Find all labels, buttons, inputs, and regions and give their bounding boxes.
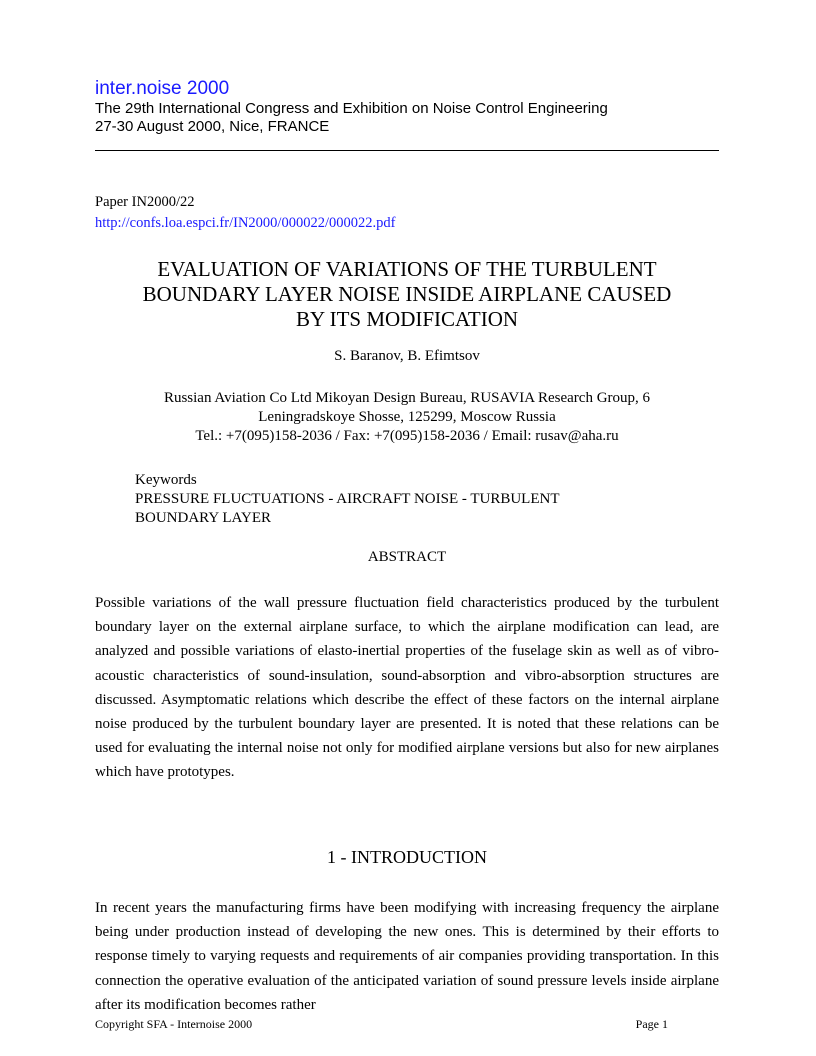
page-footer xyxy=(95,1017,668,1031)
abstract-heading: ABSTRACT xyxy=(367,549,447,565)
introduction-text: In recent years the manufacturing firms have been modifying with increasing frequency the airplane being under production instead of developing the new ones. This is determined by their efforts to response timely to varying requests and requirements of air companies providing transportation. In this connection the operative evaluation of the anticipated variation of sound pressure levels inside airplane after its modification becomes rather xyxy=(95,900,719,1013)
title-line: BOUNDARY LAYER NOISE INSIDE AIRPLANE CAUSED xyxy=(142,282,672,306)
affiliation-line: Russian Aviation Co Ltd Mikoyan Design Bureau, RUSAVIA Research Group, 6 xyxy=(163,390,651,406)
paper-id: Paper IN2000/22 xyxy=(95,194,195,210)
paper-url-link[interactable]: http://confs.loa.espci.fr/IN2000/000022/000022.pdf xyxy=(95,215,396,231)
keywords-section xyxy=(135,471,715,528)
footer-copyright: Copyright SFA - Internoise 2000 xyxy=(95,1017,253,1031)
conference-subtitle: The 29th International Congress and Exhibition on Noise Control Engineering xyxy=(95,100,608,117)
keywords-label: Keywords xyxy=(135,472,197,488)
paper-authors: S. Baranov, B. Efimtsov xyxy=(334,348,480,364)
paper-title xyxy=(95,257,719,332)
introduction-heading: 1 - INTRODUCTION xyxy=(327,847,487,867)
conference-name: inter.noise 2000 xyxy=(95,78,230,99)
abstract-text: Possible variations of the wall pressure fluctuation field characteristics produced by the turbulent boundary layer on the external airplane surface, to which the airplane modification can lead, are analyzed and possible variations of elasto-inertial properties of the fuselage skin as well as of vibro-acoustic characteristics of sound-insulation, sound-absorption and vibro-absorption structures are discussed. Asymptomatic relations which describe the effect of these factors on the internal airplane noise produced by the turbulent boundary layer are presented. It is noted that these relations can be used for evaluating the internal noise not only for modified airplane versions but also for new airplanes which have prototypes. xyxy=(95,595,719,781)
keywords-line: PRESSURE FLUCTUATIONS - AIRCRAFT NOISE - TURBULENT xyxy=(135,491,560,507)
footer-page-number: Page 1 xyxy=(635,1017,668,1031)
header-divider xyxy=(95,150,719,151)
paper-reference xyxy=(95,192,395,234)
affiliation-line: Leningradskoye Shosse, 125299, Moscow Russia xyxy=(258,409,556,425)
conference-dates-location: 27-30 August 2000, Nice, FRANCE xyxy=(95,118,330,135)
affiliation-line: Tel.: +7(095)158-2036 / Fax: +7(095)158-2036 / Email: rusav@aha.ru xyxy=(195,428,619,444)
title-line: EVALUATION OF VARIATIONS OF THE TURBULENT xyxy=(157,257,657,281)
author-affiliation xyxy=(95,389,719,446)
title-line: BY ITS MODIFICATION xyxy=(295,307,519,331)
keywords-line: BOUNDARY LAYER xyxy=(135,510,271,526)
conference-header xyxy=(95,78,720,136)
